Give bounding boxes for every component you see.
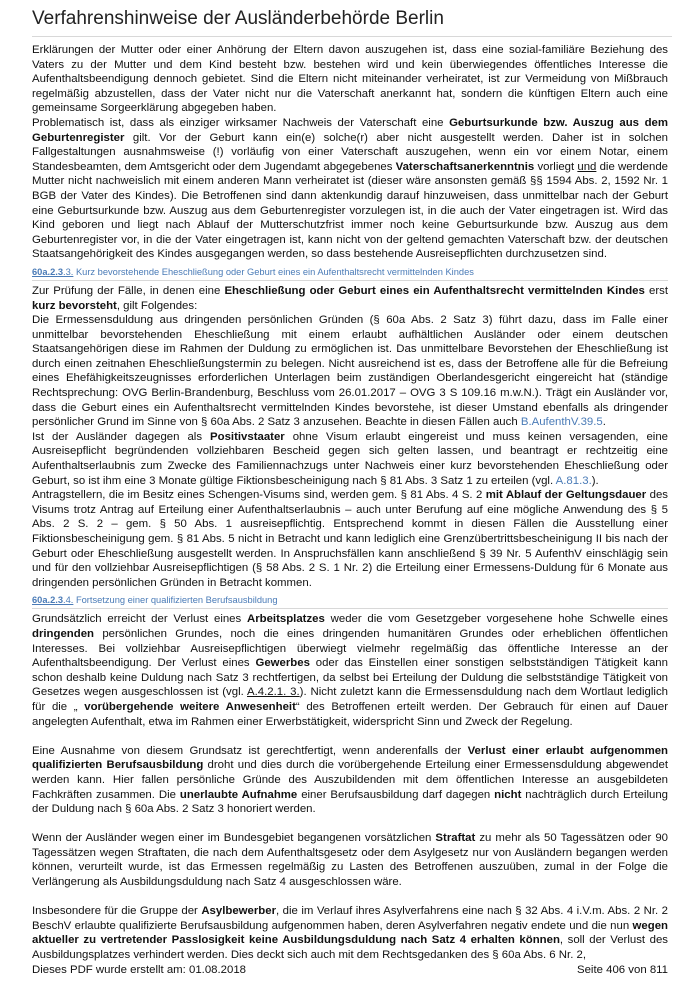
text: Die Ermessensduldung aus dringenden persönlichen Gründen (§ 60a Abs. 2 Satz 3) führt dazu, dass im Falle einer unmittelbar bevorstehenden Eheschließung mit einem erlaubt aufhältlichen Ausländer oder einem deutschen Staatsangehörigen diese im Rahmen der Duldung zu ermöglichen ist. Das unmittelbare Bevorstehen der Eheschließung ist durch einen zeitnahen Eheschließungstermin zu belegen. Nicht ausreichend ist es, dass der Betroffene alle für die Befreiung eines Ehefähigkeitszeugnisses erforderlichen Unterlagen beim zuständigen Oberlandesgericht eingereicht hat (ständige Rechtsprechung: OVG Berlin-Brandenburg, Beschluss vom 26.01.2017 – OVG 3 S 109.16 m.w.N.). Trägt ein Ausländer vor, dass die Geburt eines ein Aufenthaltsrecht vermittelnden Kindes bevorstehe, ist dieser Umstand ebenfalls als dringender persönlicher Grund im Sinne von § 60a Abs. 2 Satz 3 anzusehen. Beachte in diesen Fällen auch — [32, 314, 668, 429]
section-heading-60a-2-3-4[interactable] — [32, 594, 668, 609]
section-heading-60a-2-3-3[interactable] — [32, 266, 668, 281]
reference-link[interactable]: B.AufenthV.39.5 — [520, 416, 603, 429]
text: Wenn der Ausländer wegen einer im Bundesgebiet begangenen vorsätzlichen — [32, 832, 436, 845]
paragraph-gap — [32, 890, 668, 905]
text: ohne Visum erlaubt eingereist und muss keinen versagenden, eine Ausreisepflicht begründenden vollziehbaren Bescheid gegen sich gelten lassen, und beantragt er rechtzeitig eine Aufenthaltserlaubnis zum Zwecke des Familiennachzugs unter Nachweis einer kurz bevorstehenden Eheschließung oder Geburt, so ist ihm eine 3 Monate gültige Fiktionsbescheinigung nach § 81 Abs. 3 Satz 1 zu erteilen (vgl. — [32, 430, 668, 487]
text: gilt. Vor der Geburt kann ein(e) solche(r) aber nicht ausgestellt werden. Daher ist in solchen Fallgestaltungen ausnahmsweise (!) vorläufig von einer Vaterschaft auszugehen, wenn ein vor einem Notar, einem Standesbeamten, dem Amtsgericht oder dem Jugendamt abgegebenes — [32, 131, 668, 173]
text: Zur Prüfung der Fälle, in denen eine — [32, 284, 225, 297]
bold-text: wegen aktueller zu vertretender Passlosigkeit keine Ausbildungsduldung nach Satz 4 erhalten können — [32, 919, 668, 947]
page-number: Seite 406 von 811 — [577, 964, 668, 976]
paragraph-7 — [32, 612, 668, 729]
text: ). — [591, 474, 599, 487]
text: Ist der Ausländer dagegen als — [32, 430, 211, 443]
bold-text: dringenden — [32, 627, 95, 640]
text: vorliegt — [534, 160, 578, 173]
title-divider — [32, 36, 672, 37]
bold-text: Vaterschaftsanerkenntnis — [395, 160, 535, 173]
reference-link[interactable]: A.4.2.1. 3. — [247, 686, 300, 699]
text: nachträglich durch Erteilung der Duldung nach § 60a Abs. 2 Satz 3 honoriert werden. — [32, 788, 668, 816]
text: “ des Betroffenen erteilt werden. Der Gebrauch für einen auf Dauer angelegten Aufenthalt, etwa im Rahmen einer Erwerbstätigkeit, widerspricht Sinn und Zweck der Regelung. — [32, 700, 668, 728]
section-subnumber-link[interactable]: .4. — [63, 595, 74, 606]
bold-text: Geburtsurkunde bzw. Auszug aus dem Geburtenregister — [32, 116, 668, 144]
text: persönlichen Grundes, noch die eines dringenden humanitären Grundes oder erheblichen öffentlichen Interesses. Bei vollziehbar Ausreisepflichtigen überwiegt vielmehr regelmäßig das öffentliche Interesse an der Aufenthaltsbeendigung. Der Verlust eines — [32, 627, 668, 670]
text: . — [602, 416, 606, 429]
bold-text: unerlaubte Aufnahme — [179, 788, 298, 801]
text: Antragstellern, die im Besitz eines Schengen-Visums sind, werden gem. § 81 Abs. 4 S. 2 — [32, 489, 486, 502]
paragraph-6 — [32, 488, 668, 590]
paragraph-10 — [32, 904, 668, 962]
paragraph-4 — [32, 313, 668, 430]
bold-text: Gewerbes — [255, 657, 310, 670]
text: einer Berufsausbildung darf dagegen — [297, 788, 495, 801]
bold-text: Asylbewerber — [201, 905, 277, 918]
section-number-link[interactable]: 60a.2.3 — [32, 595, 64, 606]
text: Problematisch ist, dass als einziger wirksamer Nachweis der Vaterschaft eine — [32, 116, 450, 129]
page-title: Verfahrenshinweise der Ausländerbehörde Berlin — [32, 8, 444, 29]
paragraph-9 — [32, 831, 668, 889]
text: Insbesondere für die Gruppe der — [32, 905, 202, 918]
text: zu mehr als 50 Tagessätzen oder 90 Tagessätzen wegen Straftaten, die nach dem Aufenthaltsgesetz oder dem Asylgesetz nur von Ausländern begangen werden können, verurteilt wurde, ist das Ermessen regelmäßig zu Lasten des Betroffenen auszuüben, zumal in der Folge die Verlängerung als Ausbildungsduldung nach Satz 4 ausgeschlossen wäre. — [32, 832, 668, 889]
text: Grundsätzlich erreicht der Verlust eines — [32, 613, 247, 626]
text: erst — [644, 284, 668, 297]
bold-text: kurz bevorsteht — [32, 299, 117, 312]
text: des Visums trotz Antrag auf Erteilung einer Aufenthaltserlaubnis – auch unter Berufung auf eine mögliche Anwendung des § 5 Abs. 2 S. 2 – gem. § 50 Abs. 1 ausreisepflichtig. Entsprechend kommt in diesen Fällen die Ausstellung einer Fiktionsbescheinigung gem. § 81 Abs. 5 nicht in Betracht und kann lediglich eine Grenzübertrittsbescheinigung II bis nach der Geburt oder Eheschließung ausgestellt werden. In Anspruchsfällen kann anschließend § 39 Nr. 5 AufenthV einschlägig sein und für den vollziehbar Ausreisepflichtigen (§ 58 Abs. 2 S. 1 Nr. 2) die Erteilung einer Ermessens-Duldung für 6 Monate aus dringenden persönlichen Gründen in Betracht kommen. — [32, 489, 669, 589]
paragraph-5 — [32, 430, 668, 488]
bold-text: mit Ablauf der Geltungsdauer — [485, 489, 647, 502]
bold-text: Eheschließung oder Geburt eines ein Aufenthaltsrecht vermittelnden Kindes — [224, 284, 645, 297]
creation-date: Dieses PDF wurde erstellt am: 01.08.2018 — [32, 964, 246, 976]
paragraph-3 — [32, 284, 668, 313]
document-body — [32, 43, 668, 963]
text: ). Nicht zuletzt kann die Ermessensduldung nach dem Wortlaut lediglich für die „ — [32, 686, 668, 713]
reference-link[interactable]: A.81.3. — [555, 474, 592, 487]
bold-text: vorübergehende weitere Anwesenheit — [84, 700, 296, 713]
section-title: Kurz bevorstehende Eheschließung oder Geburt eines ein Aufenthaltsrecht vermittelnden Kindes — [73, 266, 474, 277]
section-title: Fortsetzung einer qualifizierten Berufsausbildung — [73, 595, 278, 606]
paragraph-8 — [32, 744, 668, 817]
section-number-link[interactable]: 60a.2.3 — [32, 266, 64, 277]
bold-text: Positivstaater — [210, 430, 285, 443]
text: , soll der Verlust des Ausbildungsplatzes verhindert werden. Dies deckt sich auch mit dem Rechtsgedanken des § 60a Abs. 6 Nr. 2, — [32, 934, 668, 962]
bold-text: Arbeitsplatzes — [246, 613, 325, 626]
text: droht und dies durch die vorübergehende Erteilung einer Ermessensduldung abgewendet werden kann. Hier fallen persönliche Gründe des Auszubildenden mit dem öffentlichen Interesse an ausgebildeten Fachkräften zusammen. Die — [32, 759, 668, 801]
paragraph-gap — [32, 729, 668, 744]
text: Eine Ausnahme von diesem Grundsatz ist gerechtfertigt, wenn anderenfalls der — [32, 744, 468, 757]
paragraph-2 — [32, 116, 668, 262]
text: , gilt Folgendes: — [116, 299, 198, 312]
paragraph-1: Erklärungen der Mutter oder einer Anhörung der Eltern davon auszugehen ist, dass eine sozial-familiäre Beziehung des Vaters zu der Mutter und dem Kind besteht bzw. bestehen wird und kein überwiegendes öffentliches Interesse die Aufenthaltsbeendigung dennoch gebietet. Sind die Eltern nicht miteinander verheiratet, ist zur Vermeidung von Mißbrauch regelmäßig abzustellen, dass der Vater nicht nur die Vaterschaft anerkannt hat, sondern die künftigen Eltern auch eine gemeinsame Sorgeerklärung abgegeben haben. — [32, 44, 668, 115]
bold-text: Verlust einer erlaubt aufgenommen qualifizierten Berufsausbildung — [32, 744, 668, 772]
text: weder die vom Gesetzgeber vorgesehene hohe Schwelle eines — [324, 613, 668, 626]
bold-text: nicht — [494, 788, 522, 801]
text: , die im Verlauf ihres Asylverfahrens eine nach § 32 Abs. 4 i.V.m. Abs. 2 Nr. 2 BeschV erlaubte qualifizierte Berufsausbildung aufgenommen haben, deren Asylverfahren negativ endete und die nun — [32, 905, 668, 932]
paragraph-gap — [32, 817, 668, 832]
text: oder das Einstellen einer sonstigen selbstständigen Tätigkeit kann schon deshalb keine Duldung nach Satz 3 rechtfertigen, da selbst bei Erteilung der Duldung die selbstständige Tätigkeit von Gesetzes wegen ausgeschlossen ist (vgl. — [32, 657, 668, 699]
text: die werdende Mutter nicht nachweislich mit einem anderen Mann verheiratet ist (dieser wäre ansonsten gemäß §§ 1594 Abs. 2, 1592 Nr. 1 BGB der Vater des Kindes). Die Betroffenen sind dann aktenkundig darauf hinzuweisen, dass unmittelbar nach der Geburt eine Geburtsurkunde bzw. Auszug aus dem Geburtenregister vorzulegen ist, in die auch der Vater eingetragen ist. Wird das Kind geboren und liegt nach Ablauf der Mutterschutzfrist immer noch keine Geburtsurkunde bzw. Auszug aus dem Geburtenregister vor, in die der Vater eingetragen ist, kann nicht von der geltend gemachten Vaterschaft bzw. der deutschen Staatsangehörigkeit des Kindes ausgegangen werden, so dass bestehende Ausreisepflichten durchzusetzen sind. — [32, 160, 668, 261]
bold-text: Straftat — [435, 832, 476, 845]
underlined-text: und — [577, 160, 597, 173]
section-subnumber-link[interactable]: .3. — [63, 266, 74, 277]
